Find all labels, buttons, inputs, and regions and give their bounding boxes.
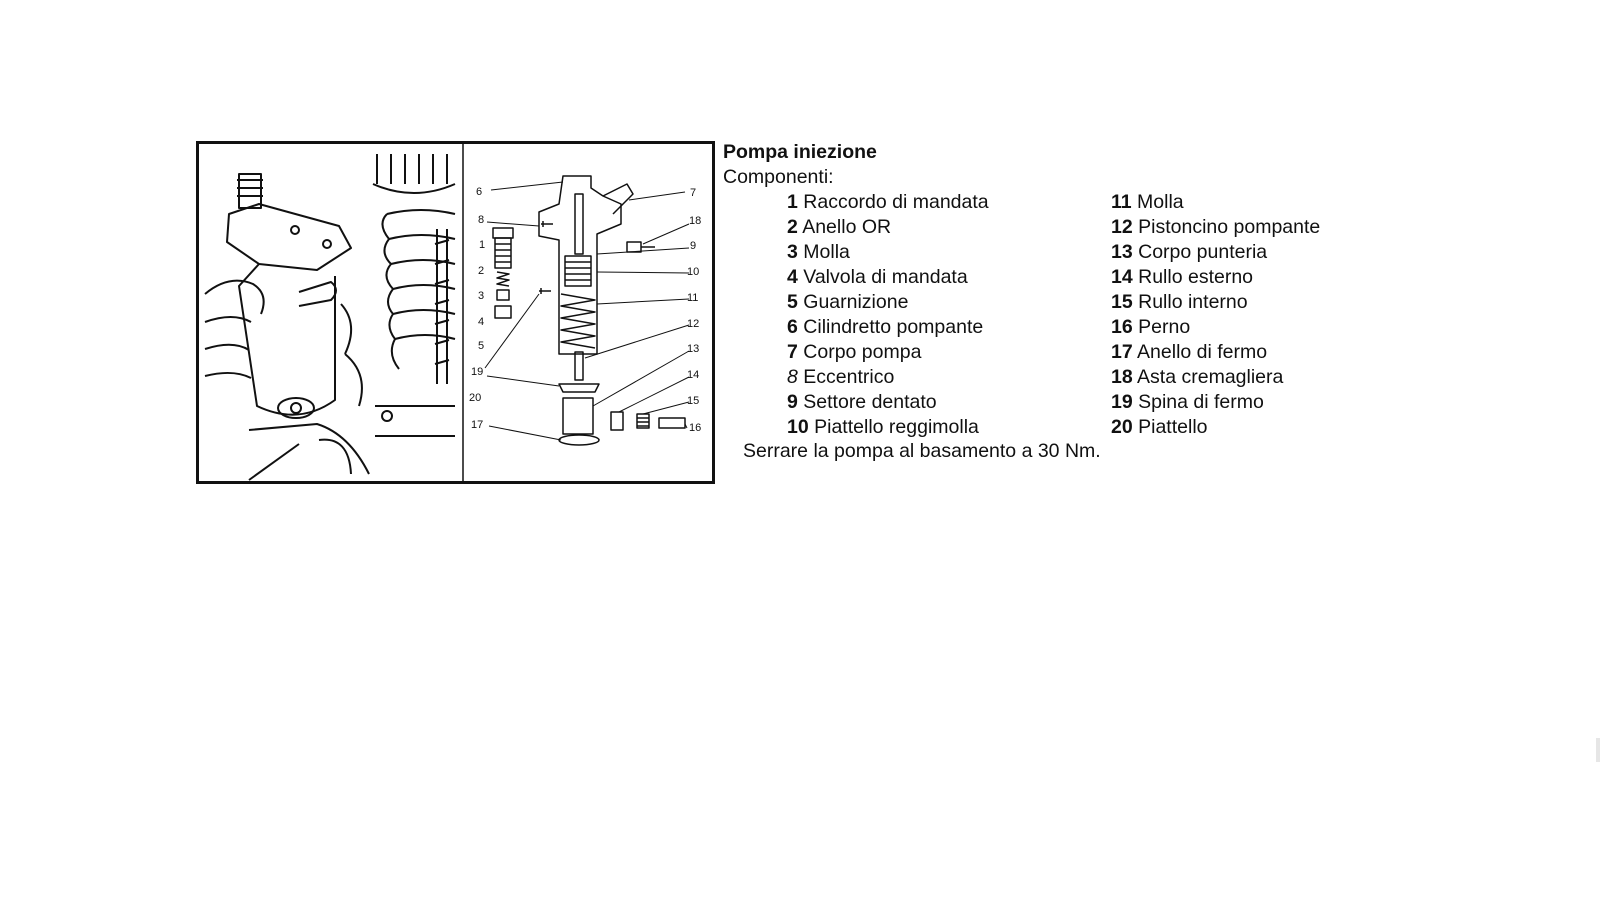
component-label: Anello di fermo <box>1137 341 1268 363</box>
callout-18: 18 <box>689 215 702 227</box>
callout-19: 19 <box>471 366 484 378</box>
callout-11: 11 <box>687 292 699 304</box>
callout-5: 5 <box>478 340 485 352</box>
component-number: 12 <box>1111 216 1133 238</box>
component-label: Cilindretto pompante <box>803 316 984 338</box>
callout-14: 14 <box>687 369 700 381</box>
injection-pump-figure <box>196 141 715 484</box>
component-label: Settore dentato <box>803 391 937 413</box>
component-number: 13 <box>1111 241 1133 263</box>
callout-9: 9 <box>690 240 697 252</box>
component-number: 15 <box>1111 291 1133 313</box>
callout-6: 6 <box>476 186 483 198</box>
callout-16: 16 <box>689 422 702 434</box>
component-number: 10 <box>787 416 809 438</box>
component-label: Perno <box>1138 316 1191 338</box>
component-number: 1 <box>787 191 798 213</box>
callout-12: 12 <box>687 318 700 330</box>
component-item <box>1111 415 1320 440</box>
component-item <box>787 290 989 315</box>
component-item <box>1111 265 1320 290</box>
component-label: Rullo interno <box>1138 291 1248 313</box>
component-label: Spina di fermo <box>1138 391 1264 413</box>
component-number: 14 <box>1111 266 1133 288</box>
component-item <box>787 340 989 365</box>
component-item <box>787 265 989 290</box>
component-item <box>787 190 989 215</box>
component-label: Raccordo di mandata <box>803 191 989 213</box>
callout-7: 7 <box>690 187 697 199</box>
component-item <box>1111 215 1320 240</box>
component-number: 5 <box>787 291 798 313</box>
pump-installation-drawing <box>205 154 455 480</box>
component-number: 18 <box>1111 366 1133 388</box>
callout-13: 13 <box>687 343 700 355</box>
component-item <box>787 390 989 415</box>
components-heading: Componenti: <box>723 166 834 188</box>
component-item <box>1111 365 1320 390</box>
component-number: 2 <box>787 216 798 238</box>
pump-exploded-view <box>493 176 685 445</box>
component-number: 17 <box>1111 341 1133 363</box>
component-number: 8 <box>787 366 798 388</box>
component-label: Anello OR <box>802 216 892 238</box>
callout-3: 3 <box>478 290 485 302</box>
component-label: Corpo punteria <box>1138 241 1268 263</box>
component-number: 6 <box>787 316 798 338</box>
component-label: Molla <box>1137 191 1184 213</box>
section-title: Pompa iniezione <box>723 141 877 163</box>
component-item <box>787 365 989 390</box>
component-item <box>1111 240 1320 265</box>
callout-4: 4 <box>478 316 485 328</box>
component-item <box>1111 340 1320 365</box>
component-label: Rullo esterno <box>1138 266 1254 288</box>
component-label: Guarnizione <box>803 291 909 313</box>
component-item <box>1111 315 1320 340</box>
callout-20: 20 <box>469 392 482 404</box>
component-label: Pistoncino pompante <box>1138 216 1321 238</box>
callout-1: 1 <box>479 239 486 251</box>
component-label: Piattello reggimolla <box>814 416 979 438</box>
torque-note: Serrare la pompa al basamento a 30 Nm. <box>743 440 1101 462</box>
callout-2: 2 <box>478 265 485 277</box>
component-number: 4 <box>787 266 798 288</box>
component-item <box>787 415 989 440</box>
callout-15: 15 <box>687 395 700 407</box>
figure-drawing <box>199 144 712 481</box>
component-number: 16 <box>1111 316 1133 338</box>
components-list-left <box>787 190 989 440</box>
component-label: Eccentrico <box>803 366 895 388</box>
component-label: Asta cremagliera <box>1137 366 1284 388</box>
component-item <box>787 215 989 240</box>
component-number: 9 <box>787 391 798 413</box>
component-label: Piattello <box>1138 416 1208 438</box>
component-item <box>1111 190 1320 215</box>
callout-17: 17 <box>471 419 484 431</box>
callout-10: 10 <box>687 266 700 278</box>
component-number: 20 <box>1111 416 1133 438</box>
component-item <box>787 240 989 265</box>
component-number: 19 <box>1111 391 1133 413</box>
components-list-right <box>1111 190 1320 440</box>
component-item <box>1111 390 1320 415</box>
component-number: 7 <box>787 341 798 363</box>
component-number: 11 <box>1111 191 1132 213</box>
component-label: Corpo pompa <box>803 341 922 363</box>
component-item <box>1111 290 1320 315</box>
component-item <box>787 315 989 340</box>
scroll-edge-marker <box>1596 738 1600 762</box>
component-label: Valvola di mandata <box>803 266 968 288</box>
component-number: 3 <box>787 241 798 263</box>
callout-8: 8 <box>478 214 485 226</box>
component-label: Molla <box>803 241 850 263</box>
